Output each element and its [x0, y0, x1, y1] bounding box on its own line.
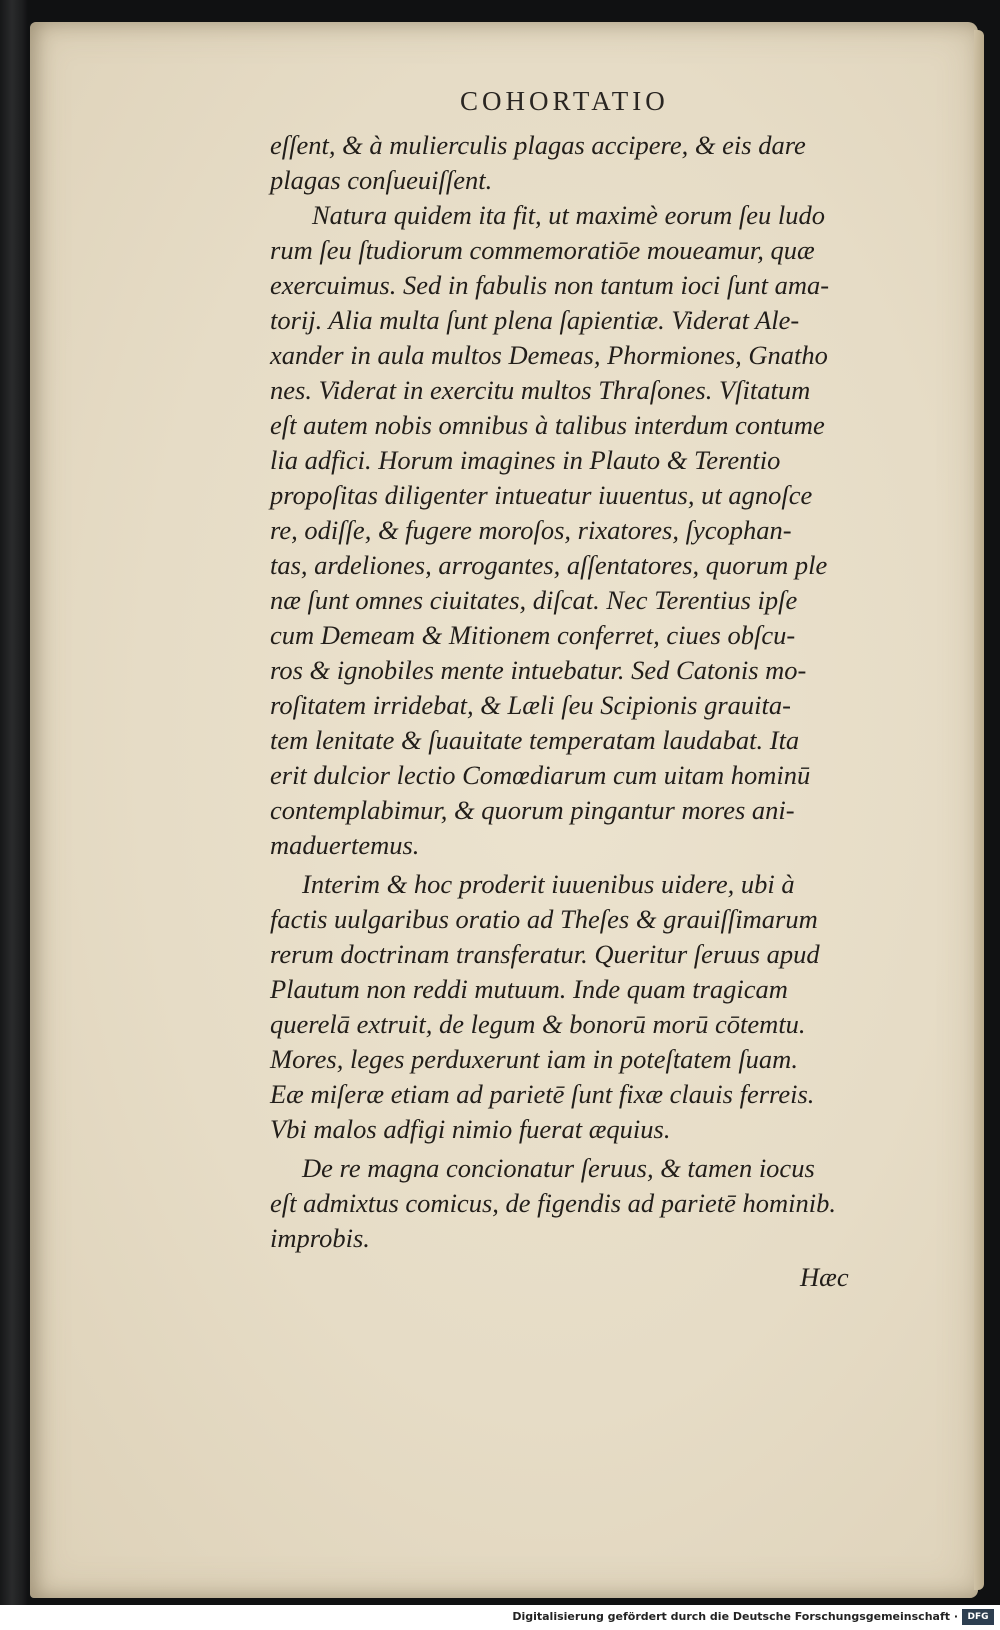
text-line: tas, ardeliones, arrogantes, aſſentatores, quorum ple	[270, 550, 828, 580]
text-line: rerum doctrinam transferatur. Queritur ſeruus apud	[270, 939, 820, 969]
running-head: COHORTATIO	[460, 86, 669, 116]
body-text	[270, 128, 890, 1256]
text-line: querelā extruit, de legum & bonorū morū cōtemtu.	[270, 1009, 806, 1039]
text-line: erit dulcior lectio Comœdiarum cum uitam hominū	[270, 760, 811, 790]
text-line: ros & ignobiles mente intuebatur. Sed Catonis mo-	[270, 655, 807, 685]
dfg-logo-icon: DFG	[962, 1609, 994, 1625]
catchword: Hæc	[800, 1262, 849, 1292]
text-line: propoſitas diligenter intueatur iuuentus, ut agnoſce	[270, 480, 813, 510]
text-line: re, odiſſe, & fugere moroſos, rixatores, ſycophan-	[270, 515, 792, 545]
text-line: torij. Alia multa ſunt plena ſapientiæ. Viderat Ale-	[270, 305, 800, 335]
text-line: eſſent, & à mulierculis plagas accipere, & eis dare	[270, 130, 806, 160]
text-line: Natura quidem ita fit, ut maximè eorum ſeu ludo	[312, 200, 826, 230]
text-line: eſt admixtus comicus, de figendis ad parietē hominib.	[270, 1188, 836, 1218]
text-line: eſt autem nobis omnibus à talibus interdum contume	[270, 410, 825, 440]
text-line: roſitatem irridebat, & Læli ſeu Scipionis grauita-	[270, 690, 791, 720]
text-line: rum ſeu ſtudiorum commemoratiōe moueamur, quæ	[270, 235, 815, 265]
text-line: Vbi malos adfigi nimio fuerat æquius.	[270, 1114, 671, 1144]
footer-bar	[0, 1605, 1000, 1630]
text-line: maduertemus.	[270, 830, 420, 860]
text-line: improbis.	[270, 1223, 370, 1253]
funding-credit: Digitalisierung gefördert durch die Deutsche Forschungsgemeinschaft ·	[512, 1610, 958, 1623]
text-line: Eæ miſeræ etiam ad parietē ſunt fixæ clauis ferreis.	[270, 1079, 815, 1109]
text-line: plagas conſueuiſſent.	[270, 165, 493, 195]
text-line: contemplabimur, & quorum pingantur mores ani-	[270, 795, 795, 825]
text-line: Plautum non reddi mutuum. Inde quam tragicam	[270, 974, 788, 1004]
text-line: Mores, leges perduxerunt iam in poteſtatem ſuam.	[270, 1044, 798, 1074]
text-line: lia adfici. Horum imagines in Plauto & Terentio	[270, 445, 781, 475]
text-line: xander in aula multos Demeas, Phormiones, Gnatho	[270, 340, 828, 370]
text-line: cum Demeam & Mitionem conferret, ciues obſcu-	[270, 620, 796, 650]
text-line: exercuimus. Sed in fabulis non tantum ioci ſunt ama-	[270, 270, 830, 300]
text-line: Interim & hoc proderit iuuenibus uidere, ubi à	[302, 869, 795, 899]
text-line: nes. Viderat in exercitu multos Thraſones. Vſitatum	[270, 375, 811, 405]
text-line: De re magna concionatur ſeruus, & tamen iocus	[302, 1153, 815, 1183]
text-line: næ ſunt omnes ciuitates, diſcat. Nec Terentius ipſe	[270, 585, 798, 615]
text-line: tem lenitate & ſuauitate temperatam laudabat. Ita	[270, 725, 800, 755]
text-line: factis uulgaribus oratio ad Theſes & grauiſſimarum	[270, 904, 818, 934]
